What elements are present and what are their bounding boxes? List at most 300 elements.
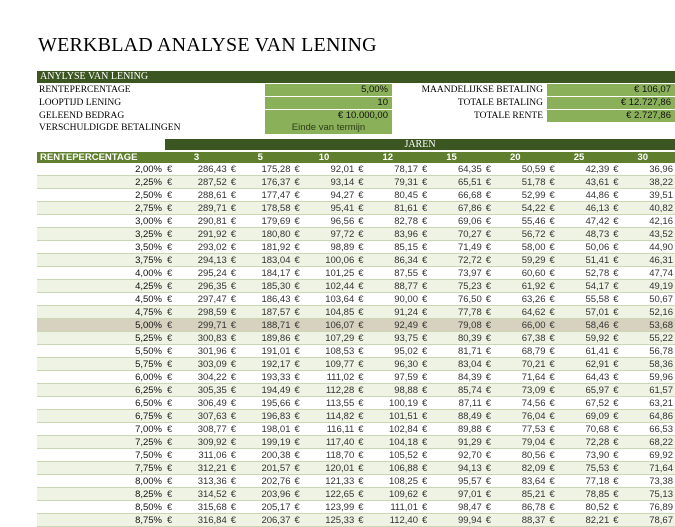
currency-symbol: € (167, 463, 173, 474)
table-row (37, 280, 675, 293)
payment-amount: 193,33 (261, 372, 291, 383)
payment-amount: 36,96 (649, 164, 673, 175)
payment-table (37, 163, 675, 527)
currency-symbol: € (549, 203, 555, 214)
payment-amount: 59,92 (585, 333, 610, 344)
table-row (37, 371, 675, 384)
currency-symbol: € (485, 294, 492, 305)
table-row (37, 462, 675, 475)
currency-symbol: € (167, 476, 173, 487)
payment-amount: 199,19 (261, 437, 291, 448)
payment-amount: 121,33 (325, 476, 355, 487)
currency-symbol: € (613, 216, 619, 227)
currency-symbol: € (294, 372, 300, 383)
currency-symbol: € (613, 242, 619, 253)
currency-symbol: € (294, 502, 300, 513)
currency-symbol: € (549, 281, 555, 292)
payment-amount: 60,60 (521, 268, 546, 279)
payment-amount: 47,74 (649, 268, 673, 279)
payment-amount: 91,29 (457, 437, 482, 448)
payment-amount: 61,92 (521, 281, 546, 292)
currency-symbol: € (358, 216, 364, 227)
payment-amount: 125,33 (325, 515, 355, 526)
payment-amount: 92,01 (330, 164, 355, 175)
payment-amount: 102,44 (325, 281, 355, 292)
payment-amount: 175,28 (261, 164, 291, 175)
payment-amount: 72,72 (457, 255, 482, 266)
payment-amount: 305,35 (197, 385, 227, 396)
payment-amount: 106,07 (325, 320, 355, 331)
payment-amount: 67,38 (521, 333, 546, 344)
currency-symbol: € (422, 359, 428, 370)
payment-amount: 101,25 (325, 268, 355, 279)
currency-symbol: € (549, 177, 555, 188)
payment-amount: 106,88 (388, 463, 418, 474)
payment-amount: 56,78 (649, 346, 673, 357)
currency-symbol: € (549, 372, 555, 383)
payment-amount: 80,52 (585, 502, 610, 513)
currency-symbol: € (613, 359, 619, 370)
payment-amount: 92,70 (457, 450, 482, 461)
payment-amount: 73,38 (649, 476, 673, 487)
currency-symbol: € (230, 229, 237, 240)
currency-symbol: € (422, 437, 428, 448)
payment-amount: 315,68 (197, 502, 227, 513)
summary-row (37, 97, 675, 109)
currency-symbol: € (167, 281, 173, 292)
payment-amount: 94,27 (330, 190, 355, 201)
rate-cell: 7,00% (135, 424, 162, 435)
rate-cell: 7,25% (135, 437, 162, 448)
currency-symbol: € (294, 450, 300, 461)
payment-amount: 70,21 (521, 359, 546, 370)
payment-amount: 100,19 (388, 398, 418, 409)
payment-amount: 55,58 (585, 294, 610, 305)
currency-symbol: € (422, 307, 428, 318)
currency-symbol: € (230, 398, 237, 409)
payment-amount: 97,59 (394, 372, 418, 383)
rate-cell: 8,75% (135, 515, 162, 526)
payment-amount: 63,26 (521, 294, 546, 305)
payment-amount: 58,36 (649, 359, 673, 370)
table-row (37, 423, 675, 436)
payment-amount: 111,01 (390, 502, 418, 513)
payment-amount: 299,71 (197, 320, 227, 331)
currency-symbol: € (422, 320, 428, 331)
currency-symbol: € (230, 515, 237, 526)
payment-amount: 97,01 (457, 489, 482, 500)
currency-symbol: € (167, 307, 173, 318)
result-value: € 106,07 (547, 84, 675, 96)
currency-symbol: € (422, 489, 428, 500)
rate-cell: 3,50% (135, 242, 162, 253)
result-label: TOTALE RENTE (474, 111, 543, 121)
currency-symbol: € (422, 463, 428, 474)
payment-amount: 62,91 (585, 359, 610, 370)
payment-amount: 203,96 (261, 489, 291, 500)
summary-row (37, 110, 675, 122)
currency-symbol: € (422, 268, 428, 279)
currency-symbol: € (422, 450, 428, 461)
payment-amount: 291,92 (197, 229, 227, 240)
currency-symbol: € (358, 502, 364, 513)
rate-column-header: RENTEPERCENTAGE (40, 152, 138, 163)
payment-amount: 81,61 (394, 203, 418, 214)
payment-amount: 79,04 (521, 437, 546, 448)
payment-amount: 47,42 (585, 216, 610, 227)
currency-symbol: € (294, 476, 300, 487)
payment-amount: 100,06 (325, 255, 355, 266)
payment-amount: 120,01 (325, 463, 355, 474)
currency-symbol: € (230, 203, 237, 214)
payment-amount: 184,17 (261, 268, 291, 279)
payment-amount: 109,62 (388, 489, 418, 500)
year-column-header: 12 (382, 152, 394, 163)
currency-symbol: € (167, 268, 173, 279)
table-row (37, 267, 675, 280)
currency-symbol: € (613, 450, 619, 461)
payment-amount: 65,97 (585, 385, 610, 396)
currency-symbol: € (485, 450, 492, 461)
payment-amount: 93,14 (330, 177, 355, 188)
payment-amount: 64,35 (457, 164, 482, 175)
currency-symbol: € (294, 320, 300, 331)
currency-symbol: € (422, 242, 428, 253)
rate-cell: 5,50% (135, 346, 162, 357)
currency-symbol: € (230, 307, 237, 318)
currency-symbol: € (613, 203, 619, 214)
payment-amount: 180,80 (261, 229, 291, 240)
currency-symbol: € (230, 424, 237, 435)
payment-amount: 81,71 (457, 346, 482, 357)
currency-symbol: € (549, 255, 555, 266)
table-row (37, 215, 675, 228)
payment-amount: 50,59 (521, 164, 546, 175)
payment-amount: 82,21 (585, 515, 610, 526)
currency-symbol: € (358, 385, 364, 396)
payment-amount: 290,81 (197, 216, 227, 227)
payment-amount: 102,84 (388, 424, 418, 435)
table-row (37, 501, 675, 514)
payment-amount: 104,18 (388, 437, 418, 448)
currency-symbol: € (294, 190, 300, 201)
currency-symbol: € (422, 190, 428, 201)
currency-symbol: € (358, 398, 364, 409)
currency-symbol: € (485, 255, 492, 266)
payment-amount: 76,50 (457, 294, 482, 305)
payment-amount: 57,01 (585, 307, 610, 318)
payment-amount: 75,23 (457, 281, 482, 292)
payment-amount: 39,51 (649, 190, 673, 201)
payment-amount: 95,02 (394, 346, 418, 357)
summary-label: GELEEND BEDRAG (39, 111, 125, 121)
payment-amount: 55,22 (649, 333, 673, 344)
payment-amount: 78,17 (394, 164, 418, 175)
summary-value-input[interactable]: € 10.000,00 (265, 110, 392, 122)
currency-symbol: € (294, 463, 300, 474)
table-row (37, 332, 675, 345)
currency-symbol: € (613, 320, 619, 331)
payment-amount: 198,01 (261, 424, 291, 435)
payment-amount: 98,47 (457, 502, 482, 513)
payment-amount: 86,34 (394, 255, 418, 266)
rate-cell: 6,00% (135, 372, 162, 383)
currency-symbol: € (167, 450, 173, 461)
payment-amount: 316,84 (197, 515, 227, 526)
payment-amount: 70,27 (457, 229, 482, 240)
currency-symbol: € (613, 307, 619, 318)
currency-symbol: € (422, 502, 428, 513)
payment-amount: 77,78 (457, 307, 482, 318)
payment-amount: 188,71 (261, 320, 291, 331)
payment-amount: 69,09 (585, 411, 610, 422)
payment-amount: 71,49 (457, 242, 482, 253)
currency-symbol: € (549, 346, 555, 357)
payment-amount: 105,52 (388, 450, 418, 461)
payment-amount: 313,36 (197, 476, 227, 487)
payment-amount: 79,08 (457, 320, 482, 331)
payment-amount: 88,37 (521, 515, 546, 526)
payment-amount: 122,65 (325, 489, 355, 500)
payment-amount: 42,16 (649, 216, 673, 227)
payment-amount: 117,40 (325, 437, 355, 448)
table-row (37, 293, 675, 306)
payment-amount: 66,68 (457, 190, 482, 201)
result-value: € 2.727,86 (547, 110, 675, 122)
currency-symbol: € (358, 320, 364, 331)
payment-amount: 185,30 (261, 281, 291, 292)
payment-amount: 77,53 (521, 424, 546, 435)
rate-cell: 2,25% (135, 177, 162, 188)
table-row (37, 410, 675, 423)
payment-amount: 286,43 (197, 164, 227, 175)
currency-symbol: € (230, 164, 237, 175)
payment-amount: 64,43 (585, 372, 610, 383)
payment-amount: 298,59 (197, 307, 227, 318)
currency-symbol: € (358, 268, 364, 279)
payment-amount: 43,52 (649, 229, 673, 240)
currency-symbol: € (358, 359, 364, 370)
currency-symbol: € (485, 385, 492, 396)
year-column-header: 5 (257, 152, 263, 163)
rate-cell: 8,00% (135, 476, 162, 487)
currency-symbol: € (485, 411, 492, 422)
payment-amount: 96,30 (394, 359, 418, 370)
rate-cell: 2,75% (135, 203, 162, 214)
currency-symbol: € (294, 294, 300, 305)
payment-amount: 123,99 (325, 502, 355, 513)
currency-symbol: € (549, 437, 555, 448)
payment-amount: 58,46 (585, 320, 610, 331)
currency-symbol: € (485, 281, 492, 292)
payment-amount: 296,35 (197, 281, 227, 292)
currency-symbol: € (358, 164, 364, 175)
table-row (37, 397, 675, 410)
table-header-row (37, 152, 675, 163)
payment-amount: 73,09 (521, 385, 546, 396)
payment-amount: 195,66 (261, 398, 291, 409)
payment-amount: 289,71 (197, 203, 227, 214)
payment-amount: 83,96 (394, 229, 418, 240)
currency-symbol: € (294, 307, 300, 318)
currency-symbol: € (422, 385, 428, 396)
currency-symbol: € (358, 333, 364, 344)
currency-symbol: € (422, 333, 428, 344)
currency-symbol: € (613, 229, 619, 240)
payment-amount: 177,47 (261, 190, 291, 201)
currency-symbol: € (549, 515, 555, 526)
currency-symbol: € (167, 515, 173, 526)
payment-amount: 116,11 (326, 424, 355, 435)
payment-amount: 104,85 (325, 307, 355, 318)
summary-value-input[interactable]: 10 (265, 97, 392, 109)
table-row (37, 358, 675, 371)
currency-symbol: € (294, 242, 300, 253)
payment-amount: 179,69 (261, 216, 291, 227)
payment-amount: 293,02 (197, 242, 227, 253)
rate-cell: 5,75% (135, 359, 162, 370)
currency-symbol: € (613, 255, 619, 266)
rate-cell: 4,50% (135, 294, 162, 305)
currency-symbol: € (422, 294, 428, 305)
currency-symbol: € (294, 333, 300, 344)
currency-symbol: € (167, 398, 173, 409)
payment-amount: 97,72 (330, 229, 355, 240)
payment-amount: 85,15 (394, 242, 418, 253)
payment-amount: 108,53 (325, 346, 355, 357)
summary-value-input[interactable]: Einde van termijn (265, 122, 392, 134)
currency-symbol: € (422, 476, 428, 487)
currency-symbol: € (230, 463, 237, 474)
currency-symbol: € (167, 359, 173, 370)
payment-amount: 189,86 (261, 333, 291, 344)
currency-symbol: € (613, 502, 619, 513)
payment-amount: 75,13 (649, 489, 673, 500)
result-label: TOTALE BETALING (457, 98, 543, 108)
payment-amount: 196,83 (261, 411, 291, 422)
payment-amount: 112,28 (325, 385, 355, 396)
currency-symbol: € (294, 359, 300, 370)
payment-amount: 307,63 (197, 411, 227, 422)
payment-amount: 80,45 (394, 190, 418, 201)
currency-symbol: € (422, 346, 428, 357)
currency-symbol: € (294, 424, 300, 435)
payment-amount: 98,89 (330, 242, 355, 253)
table-row (37, 436, 675, 449)
payment-amount: 54,22 (521, 203, 546, 214)
payment-amount: 74,56 (521, 398, 546, 409)
payment-amount: 85,74 (457, 385, 482, 396)
currency-symbol: € (613, 268, 619, 279)
currency-symbol: € (485, 177, 492, 188)
currency-symbol: € (485, 268, 492, 279)
payment-amount: 103,64 (325, 294, 355, 305)
payment-amount: 295,24 (197, 268, 227, 279)
rate-cell: 8,50% (135, 502, 162, 513)
year-column-header: 3 (193, 152, 200, 163)
table-row (37, 228, 675, 241)
payment-amount: 68,79 (521, 346, 546, 357)
summary-value-input[interactable]: 5,00% (265, 84, 392, 96)
currency-symbol: € (230, 437, 237, 448)
payment-amount: 73,97 (457, 268, 482, 279)
currency-symbol: € (167, 255, 173, 266)
currency-symbol: € (167, 333, 173, 344)
payment-amount: 118,70 (325, 450, 355, 461)
table-row (37, 514, 675, 527)
rate-cell: 5,25% (135, 333, 162, 344)
payment-amount: 51,78 (521, 177, 546, 188)
payment-amount: 59,29 (521, 255, 546, 266)
table-row (37, 488, 675, 501)
currency-symbol: € (167, 411, 173, 422)
currency-symbol: € (485, 190, 492, 201)
payment-amount: 77,18 (585, 476, 610, 487)
payment-amount: 70,68 (585, 424, 610, 435)
summary-row (37, 84, 675, 96)
payment-amount: 38,22 (649, 177, 673, 188)
currency-symbol: € (549, 242, 555, 253)
currency-symbol: € (549, 489, 555, 500)
currency-symbol: € (485, 229, 492, 240)
payment-amount: 44,90 (649, 242, 673, 253)
currency-symbol: € (422, 164, 428, 175)
currency-symbol: € (613, 424, 619, 435)
payment-amount: 53,68 (649, 320, 673, 331)
payment-amount: 71,64 (521, 372, 546, 383)
table-row (37, 163, 675, 176)
currency-symbol: € (294, 385, 300, 396)
payment-amount: 186,43 (261, 294, 291, 305)
payment-amount: 72,28 (585, 437, 610, 448)
currency-symbol: € (230, 216, 237, 227)
table-row (37, 449, 675, 462)
year-column-header: 20 (509, 152, 521, 163)
currency-symbol: € (294, 346, 300, 357)
payment-amount: 84,39 (457, 372, 482, 383)
payment-amount: 61,41 (585, 346, 610, 357)
currency-symbol: € (230, 190, 237, 201)
payment-amount: 304,22 (197, 372, 227, 383)
result-value: € 12.727,86 (547, 97, 675, 109)
summary-row (37, 122, 675, 134)
payment-amount: 183,04 (261, 255, 291, 266)
payment-amount: 312,21 (197, 463, 227, 474)
currency-symbol: € (358, 177, 364, 188)
currency-symbol: € (485, 463, 492, 474)
currency-symbol: € (613, 515, 619, 526)
currency-symbol: € (294, 281, 300, 292)
payment-amount: 192,17 (261, 359, 291, 370)
payment-amount: 78,85 (585, 489, 610, 500)
currency-symbol: € (230, 268, 237, 279)
table-row (37, 254, 675, 267)
payment-amount: 314,52 (197, 489, 227, 500)
payment-amount: 69,92 (649, 450, 673, 461)
payment-amount: 44,86 (585, 190, 610, 201)
payment-amount: 58,00 (521, 242, 546, 253)
currency-symbol: € (358, 203, 364, 214)
currency-symbol: € (230, 294, 237, 305)
payment-amount: 107,29 (325, 333, 355, 344)
payment-amount: 108,25 (388, 476, 418, 487)
currency-symbol: € (167, 372, 173, 383)
table-row (37, 241, 675, 254)
payment-amount: 48,73 (585, 229, 610, 240)
summary-label: LOOPTIJD LENING (39, 98, 122, 108)
table-row (37, 475, 675, 488)
result-label: MAANDELIJKSE BETALING (421, 85, 543, 95)
